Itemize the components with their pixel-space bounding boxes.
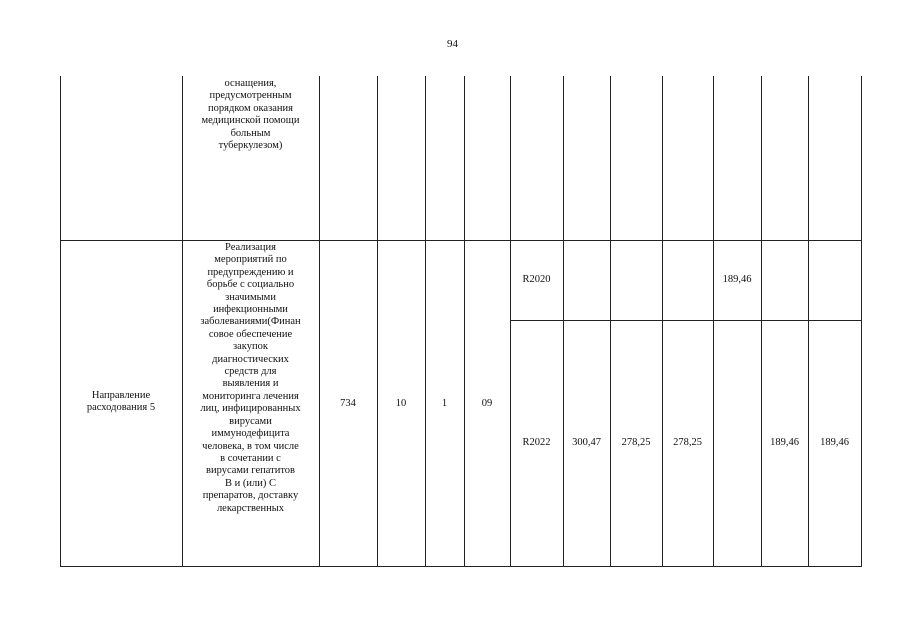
- subrow-b-value-6: 189,46: [820, 437, 849, 448]
- subrow-a-code: R2020: [522, 274, 551, 285]
- col-border: [563, 76, 564, 567]
- row1-name-cell: оснащения, предусмотренным порядком оказания медицинской помощи больным туберкулезом): [201, 78, 300, 152]
- table-bottom-border: [60, 566, 862, 567]
- subrow-b-value-5: 189,46: [770, 437, 799, 448]
- code-09: 09: [481, 398, 493, 409]
- col-border: [377, 76, 378, 567]
- col-border: [510, 76, 511, 567]
- code-10: 10: [395, 398, 407, 409]
- code-1: 1: [441, 398, 448, 409]
- subrow-b-code: R2022: [522, 437, 551, 448]
- row-divider: [60, 240, 862, 241]
- col-border: [662, 76, 663, 567]
- col-border: [319, 76, 320, 567]
- code-734: 734: [340, 398, 356, 409]
- col-border: [464, 76, 465, 567]
- subrow-b-value-1: 300,47: [572, 437, 601, 448]
- col-border: [713, 76, 714, 567]
- subrow-a-value-4: 189,46: [722, 274, 752, 285]
- row2-name-cell: Реализация мероприятий по предупреждению и борьбе с социально значимыми инфекционными заболеваниями(Финан совое обеспечение закупок диагностических средств для выявления и мониторинга лечения лиц, инфицированных вирусами иммунодефицита человека, в том числе в сочетании с вирусами гепатитов В и (или) С препаратов, доставку лекарственных: [200, 242, 301, 514]
- col-border: [861, 76, 862, 567]
- col-border: [425, 76, 426, 567]
- col-border: [808, 76, 809, 567]
- subrow-b-value-3: 278,25: [673, 437, 702, 448]
- col-border: [610, 76, 611, 567]
- subrow-b-value-2: 278,25: [621, 437, 651, 448]
- col-border: [761, 76, 762, 567]
- page-number: 94: [447, 38, 458, 50]
- col-border: [60, 76, 61, 567]
- direction-label: Направление расходования 5: [86, 390, 156, 414]
